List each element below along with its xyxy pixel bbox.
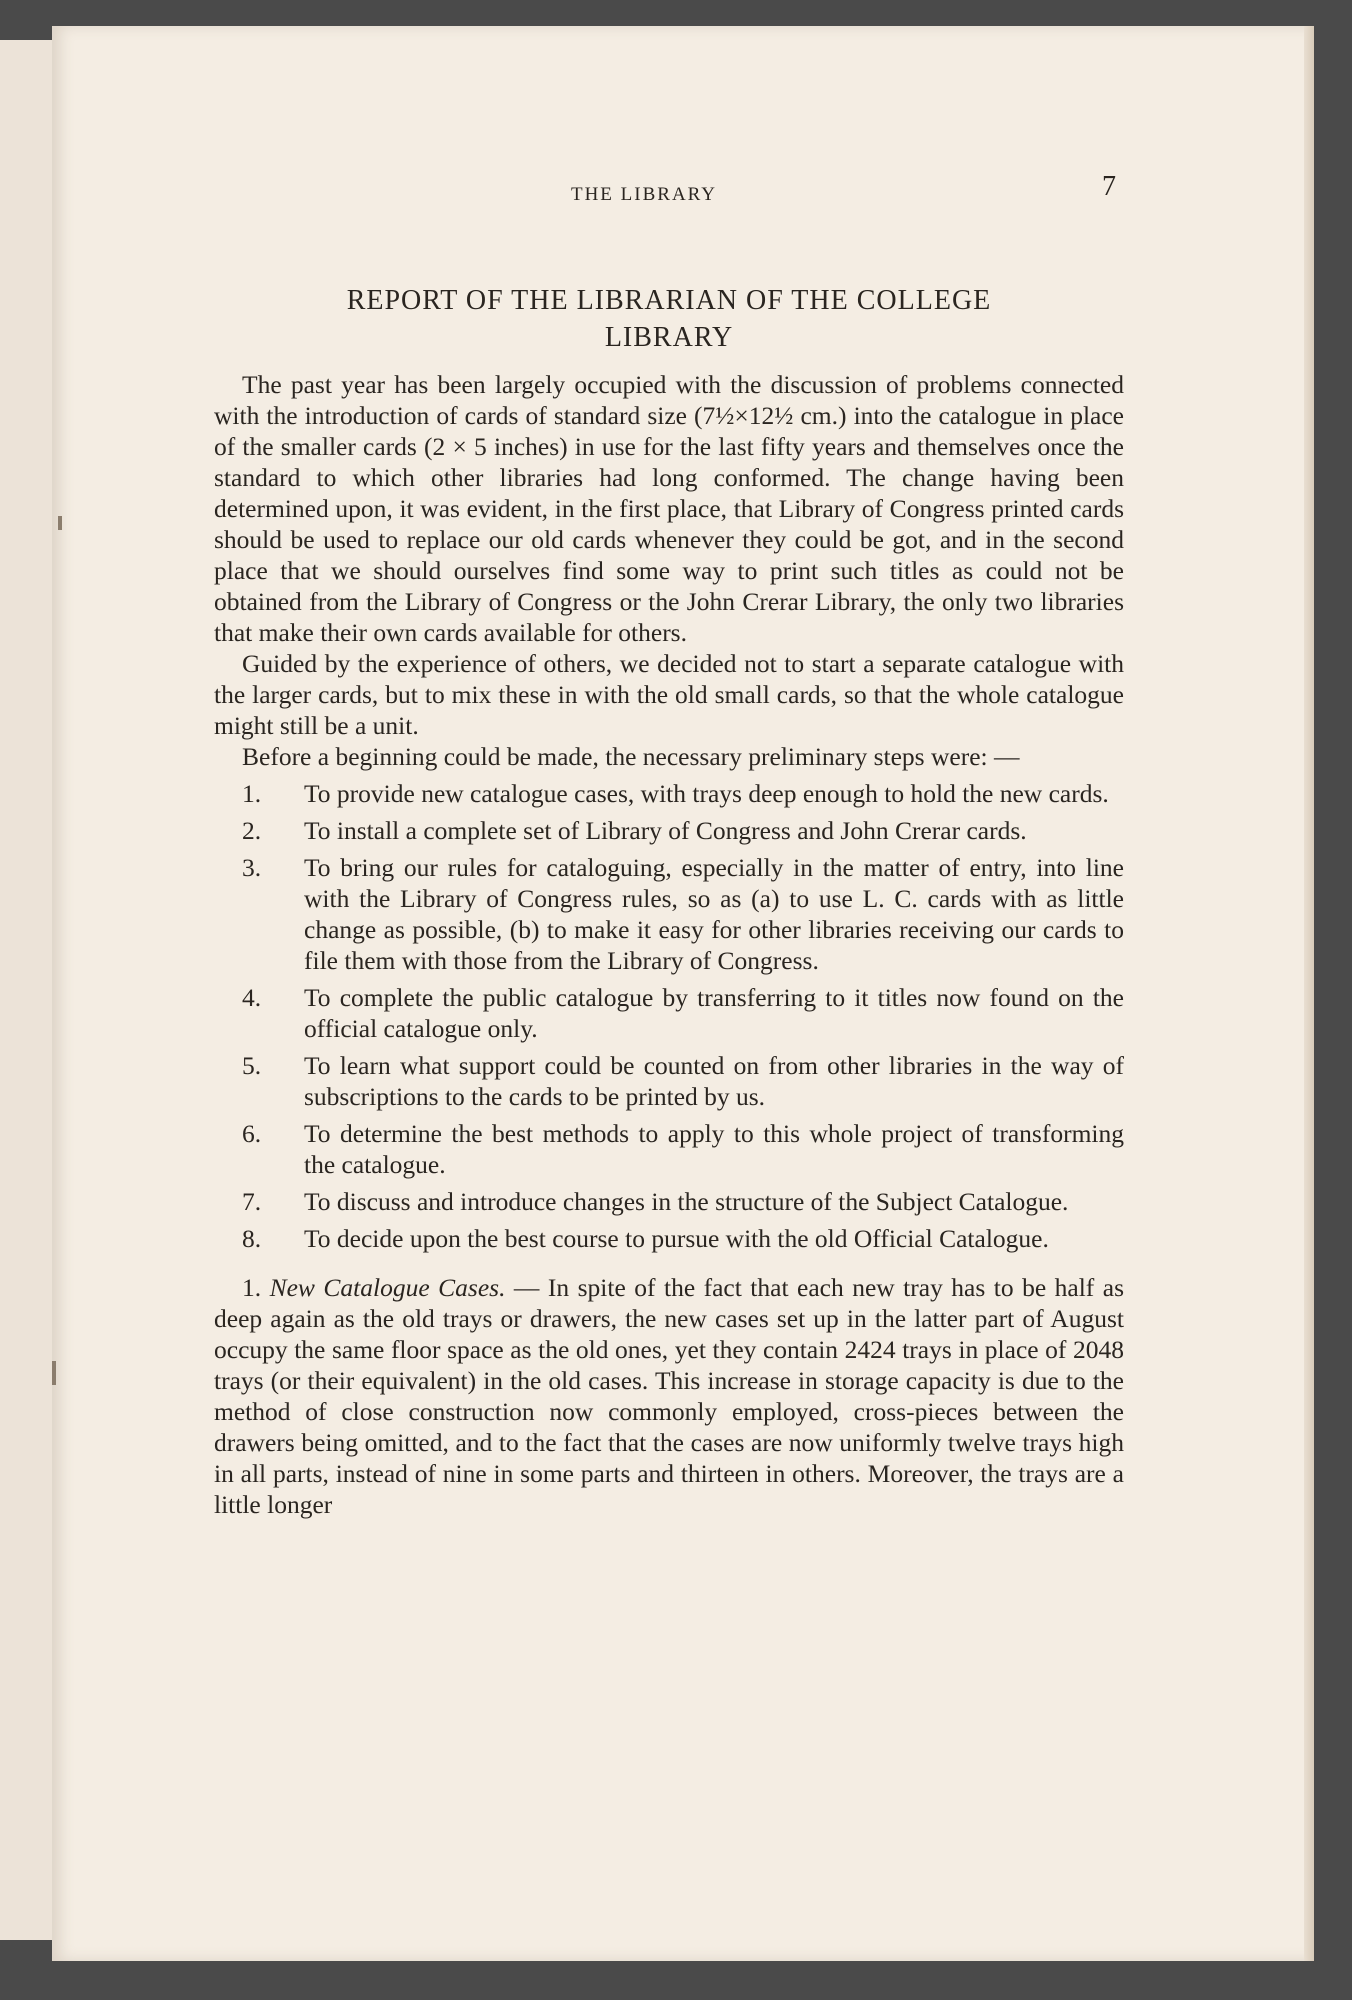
list-item-number: 2. [242, 816, 262, 845]
list-item [214, 1050, 1124, 1112]
list-item-text: To decide upon the best course to pursue with the old Official Catalogue. [304, 1224, 1049, 1253]
list-item-text: To install a complete set of Library of Congress and John Crerar cards. [304, 816, 1027, 845]
paragraph: The past year has been largely occupied with the discussion of problems connected with the introduction of cards of standard size (7½×12½ cm.) into the catalogue in place of the smaller cards (2 × 5 inches) in use for the last fifty years and themselves once the standard to which other libraries had long conformed. The change having been determined upon, it was evident, in the first place, that Library of Congress printed cards should be used to replace our old cards whenever they could be got, and in the second place that we should ourselves find some way to print such titles as could not be obtained from the Library of Congress or the John Crerar Library, the only two libraries that make their own cards available for others. [214, 370, 1124, 647]
book-page [52, 26, 1314, 1961]
running-head: THE LIBRARY [570, 184, 718, 205]
list-item-text: To complete the public catalogue by transferring to it titles now found on the official catalogue only. [304, 983, 1124, 1043]
list-item [214, 1223, 1124, 1254]
list-item [214, 778, 1124, 809]
paragraph: Guided by the experience of others, we decided not to start a separate catalogue with the larger cards, but to mix these in with the old small cards, so that the whole catalogue might still be a unit. [214, 649, 1124, 740]
list-item-text: To learn what support could be counted on from other libraries in the way of subscriptions to the cards to be printed by us. [304, 1051, 1124, 1111]
section-title: New Catalogue Cases. [269, 1273, 506, 1302]
list-item-number: 4. [242, 983, 262, 1012]
list-item-text: To provide new catalogue cases, with trays deep enough to hold the new cards. [304, 779, 1109, 808]
section-text: — In spite of the fact that each new tray has to be half as deep again as the old trays or drawers, the new cases set up in the latter part of August occupy the same floor space as the old ones, yet they contain 2424 trays in place of 2048 trays (or their equivalent) in the old cases. This increase in storage capacity is due to the method of close construction now commonly employed, cross-pieces between the drawers being omitted, and to the fact that the cases are now uniformly twelve trays high in all parts, instead of nine in some parts and thirteen in others. Moreover, the trays are a little longer [214, 1273, 1124, 1519]
body-text [214, 369, 1124, 1520]
title-line-1: REPORT OF THE LIBRARIAN OF THE COLLEGE [346, 285, 992, 316]
list-item [214, 1118, 1124, 1180]
list-item-number: 7. [242, 1187, 262, 1216]
section-paragraph [214, 1272, 1124, 1520]
list-item [214, 982, 1124, 1044]
list-item [214, 815, 1124, 846]
paragraph: Before a beginning could be made, the necessary preliminary steps were: — [242, 742, 1020, 771]
report-title [214, 282, 1124, 356]
binding-mark [52, 1361, 56, 1385]
list-item [214, 1186, 1124, 1217]
section-number: 1. [242, 1273, 262, 1302]
list-item-number: 5. [242, 1051, 262, 1080]
list-item-text: To discuss and introduce changes in the structure of the Subject Catalogue. [304, 1187, 1069, 1216]
list-item-number: 8. [242, 1224, 262, 1253]
list-item [214, 852, 1124, 976]
binding-mark [58, 516, 62, 530]
page-edge-shading [1304, 26, 1314, 1961]
facing-page-edge [0, 40, 58, 1940]
list-item-text: To determine the best methods to apply to this whole project of transforming the catalogue. [304, 1119, 1124, 1179]
list-item-number: 1. [242, 779, 262, 808]
list-item-number: 6. [242, 1119, 262, 1148]
preliminary-steps-list [214, 778, 1124, 1254]
list-item-text: To bring our rules for cataloguing, especially in the matter of entry, into line with the Library of Congress rules, so as (a) to use L. C. cards with as little change as possible, (b) to make it easy for other libraries receiving our cards to file them with those from the Library of Congress. [304, 853, 1124, 975]
page-number: 7 [1102, 171, 1116, 202]
list-item-number: 3. [242, 853, 262, 882]
title-line-2: LIBRARY [604, 322, 734, 353]
